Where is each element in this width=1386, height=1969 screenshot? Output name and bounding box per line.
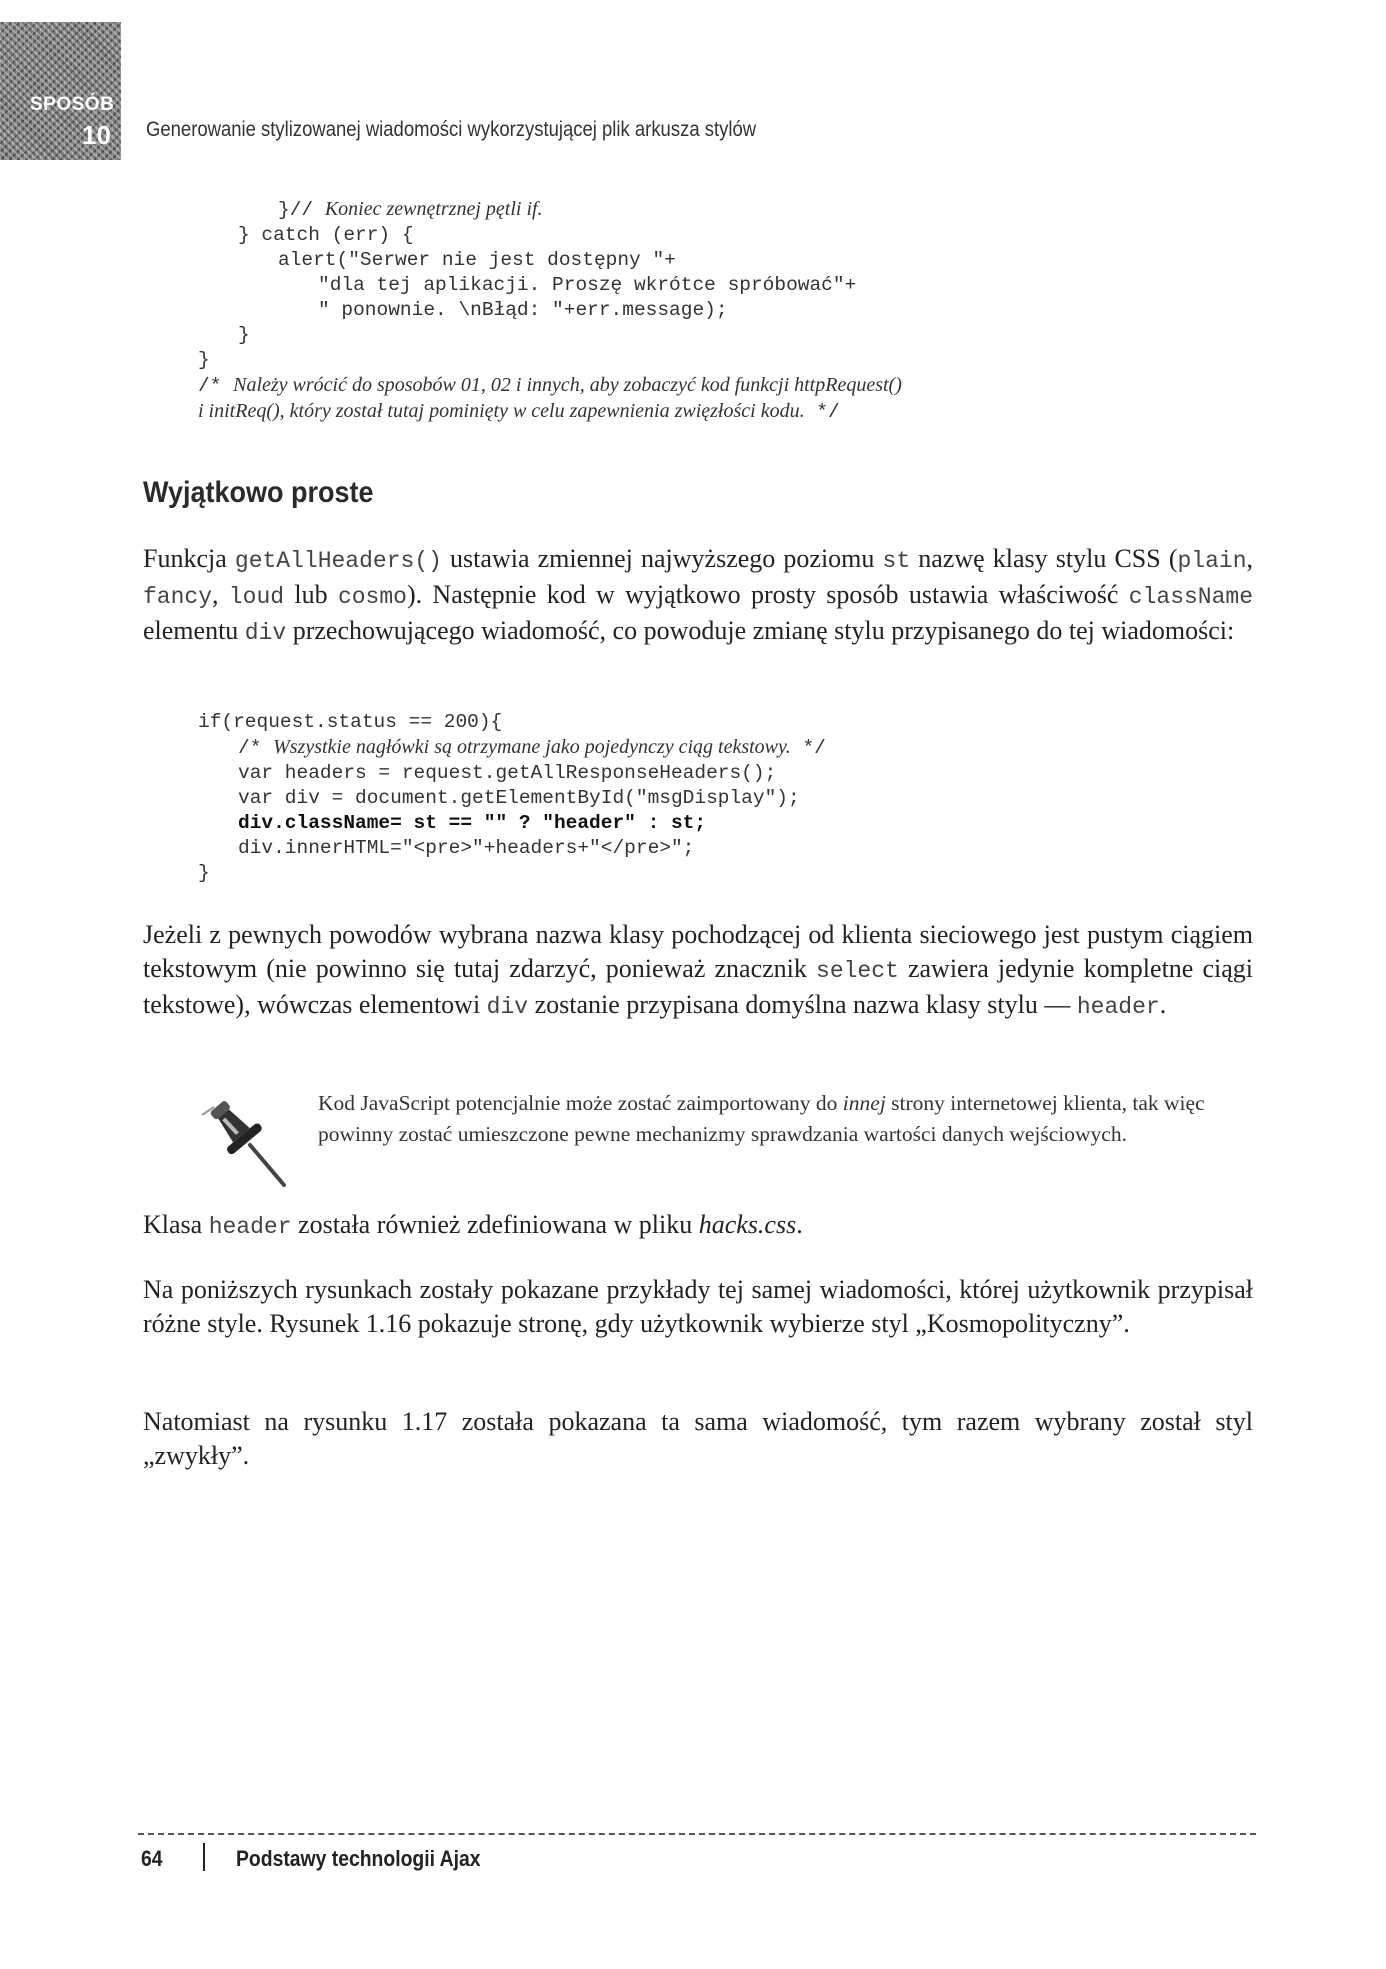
code-line: " ponownie. \nBłąd: "+err.message); bbox=[318, 299, 728, 321]
code-line: /* Należy wrócić do sposobów 01, 02 i innych, aby zobaczyć kod funkcji httpRequest() bbox=[198, 374, 902, 397]
code-line: i initReq(), który został tutaj pominięty w celu zapewnienia zwięzłości kodu. */ bbox=[198, 400, 840, 423]
running-header-title: Generowanie stylizowanej wiadomości wykorzystującej plik arkusza stylów bbox=[146, 118, 757, 141]
paragraph-intro: Funkcja getAllHeaders() ustawia zmiennej najwyższego poziomu st nazwę klasy stylu CSS (plain, fancy, loud lub cosmo). Następnie kod w wyjątkowo prosty sposób ustawia właściwość className elementu div przechowującego wiadomość, co powoduje zmianę stylu przypisanego do tej wiadomości: bbox=[143, 544, 1254, 646]
code-line: }// Koniec zewnętrznej pętli if. bbox=[278, 198, 543, 221]
badge-number: 10 bbox=[82, 120, 111, 150]
hack-badge bbox=[0, 22, 121, 160]
code-line: if(request.status == 200){ bbox=[198, 711, 503, 733]
badge-word: SPOSÓB bbox=[30, 94, 115, 115]
paragraph-figure-117: Natomiast na rysunku 1.17 została pokazana ta sama wiadomość, tym razem wybrany został styl „zwykły”. bbox=[143, 1407, 1253, 1470]
code-line: } catch (err) { bbox=[238, 224, 414, 246]
code-line: div.innerHTML="<pre>"+headers+"</pre>"; bbox=[238, 837, 695, 859]
code-line: } bbox=[198, 862, 210, 884]
code-line: var div = document.getElementById("msgDisplay"); bbox=[238, 787, 800, 809]
page-number: 64 bbox=[141, 1846, 163, 1871]
paragraph-fallback: Jeżeli z pewnych powodów wybrana nazwa klasy pochodzącej od klienta sieciowego jest pustym ciągiem tekstowym (nie powinno się tutaj zdarzyć, ponieważ znacznik select zawiera jedynie kompletne ciągi tekstowe), wówczas elementowi div zostanie przypisana domyślna nazwa klasy stylu — header. bbox=[143, 920, 1253, 1020]
code-line-highlighted: div.className= st == "" ? "header" : st; bbox=[238, 812, 707, 834]
footer-divider bbox=[138, 1833, 1256, 1835]
section-heading: Wyjątkowo proste bbox=[143, 476, 374, 509]
book-title: Podstawy technologii Ajax bbox=[236, 1846, 481, 1871]
code-block-2 bbox=[198, 710, 826, 886]
code-line: var headers = request.getAllResponseHeaders(); bbox=[238, 762, 777, 784]
code-line: alert("Serwer nie jest dostępny "+ bbox=[278, 249, 676, 271]
code-line: } bbox=[238, 324, 250, 346]
paragraph-figure-116: Na poniższych rysunkach zostały pokazane przykłady tej samej wiadomości, której użytkownik przypisał różne style. Rysunek 1.16 pokazuje stronę, gdy użytkownik wybierze styl „Kosmopolityczny”. bbox=[143, 1275, 1253, 1338]
code-line: } bbox=[198, 349, 210, 371]
paragraph-header-class: Klasa header została również zdefiniowana w pliku hacks.css. bbox=[143, 1210, 803, 1240]
pushpin-icon bbox=[192, 1085, 292, 1190]
code-line: "dla tej aplikacji. Proszę wkrótce spróbować"+ bbox=[318, 274, 857, 296]
code-line: /* Wszystkie nagłówki są otrzymane jako pojedynczy ciąg tekstowy. */ bbox=[238, 736, 826, 759]
footer-separator bbox=[203, 1843, 205, 1871]
note-text: Kod JavaScript potencjalnie może zostać zaimportowany do innej strony internetowej klienta, tak więc powinny zostać umieszczone pewne mechanizmy sprawdzania wartości danych wejściowych. bbox=[318, 1091, 1205, 1146]
code-block-1 bbox=[198, 197, 902, 425]
